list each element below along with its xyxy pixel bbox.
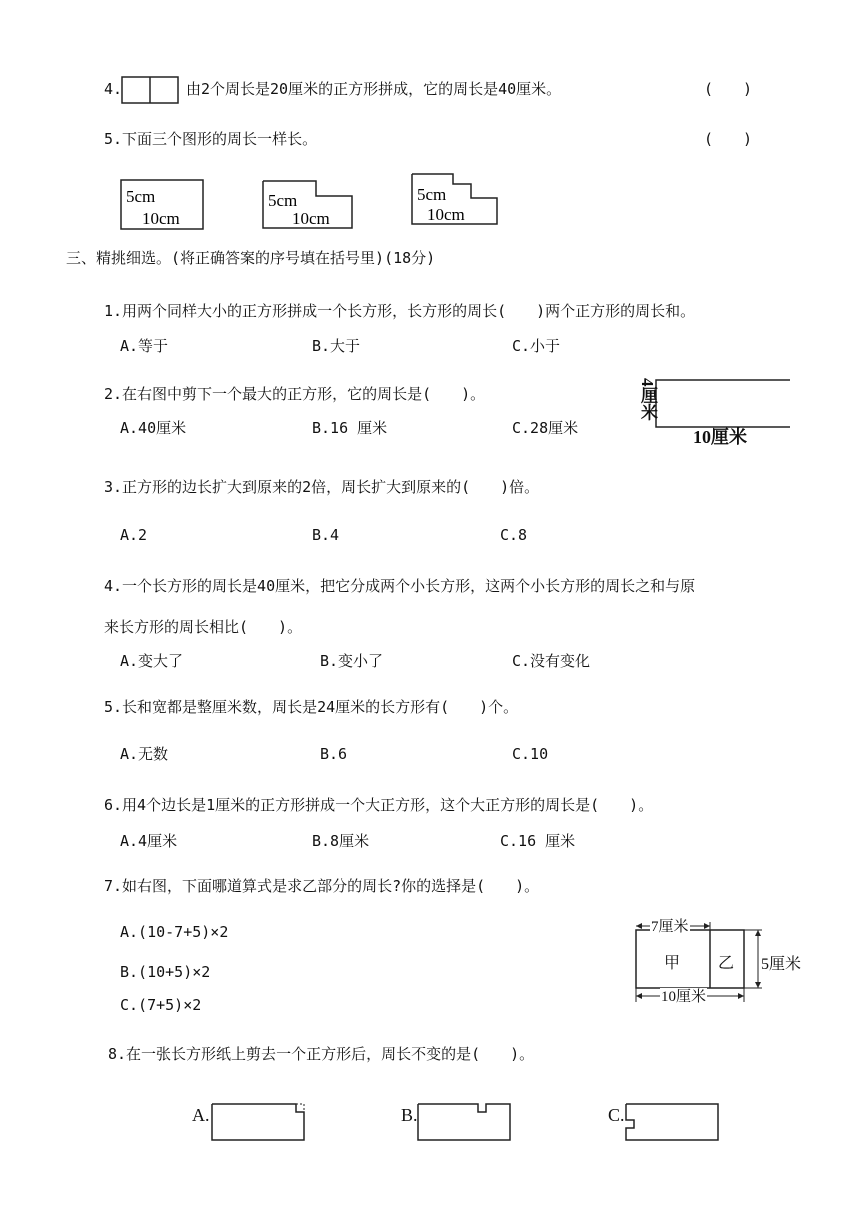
p3-q4-option-a[interactable]: A.变大了 [120,652,184,670]
shape2-bottom-label: 10cm [292,209,330,228]
p3-q4-option-c[interactable]: C.没有变化 [512,652,591,670]
p3-q4-text-line2: 来长方形的周长相比( )。 [104,618,303,636]
p3-q5-text: 5.长和宽都是整厘米数，周长是24厘米的长方形有( )个。 [104,698,519,716]
q4-number: 4. [104,80,123,98]
shape3-bottom-label: 10cm [427,205,465,224]
shape1-side-label: 5cm [126,187,156,206]
q2-bottom-label: 10厘米 [693,427,747,447]
p3-q5-option-a[interactable]: A.无数 [120,745,169,763]
q4-answer-paren[interactable]: ( ) [704,80,753,98]
q5-statement: 5.下面三个图形的周长一样长。 [104,130,318,148]
p3-q8-option-a[interactable]: A. [192,1105,210,1125]
p3-q7-option-b[interactable]: B.(10+5)×2 [120,963,211,981]
p3-q8-option-b[interactable]: B. [401,1105,418,1125]
q4-statement: 由2个周长是20厘米的正方形拼成，它的周长是40厘米。 [186,80,562,98]
p3-q2-option-a[interactable]: A.40厘米 [120,419,187,437]
two-squares-figure [121,76,181,106]
p3-q1-option-c[interactable]: C.小于 [512,337,561,355]
p3-q5-option-b[interactable]: B.6 [320,745,348,763]
q7-top-label: 7厘米 [651,919,689,935]
q7-part-jia: 甲 [664,955,681,972]
p3-q7-option-c[interactable]: C.(7+5)×2 [120,996,202,1014]
p3-q3-option-b[interactable]: B.4 [312,526,340,544]
q7-bottom-label: 10厘米 [661,989,707,1005]
p3-q7-text: 7.如右图，下面哪道算式是求乙部分的周长?你的选择是( )。 [104,877,540,895]
p3-q3-option-a[interactable]: A.2 [120,526,148,544]
shape2-side-label: 5cm [268,191,298,210]
p3-q1-option-b[interactable]: B.大于 [312,337,361,355]
p3-q2-option-c[interactable]: C.28厘米 [512,419,579,437]
p3-q2-option-b[interactable]: B.16 厘米 [312,419,388,437]
section-heading: 三、精挑细选。(将正确答案的序号填在括号里)(18分) [66,249,436,267]
shape-rectangle [120,178,206,232]
shape3-side-label: 5cm [417,185,447,204]
q5-answer-paren[interactable]: ( ) [704,130,753,148]
p3-q6-option-a[interactable]: A.4厘米 [120,832,178,850]
p3-q7-option-a[interactable]: A.(10-7+5)×2 [120,923,229,941]
q8-shape-a-corner-cut [210,1102,306,1142]
p3-q2-text: 2.在右图中剪下一个最大的正方形，它的周长是( )。 [104,385,486,403]
p3-q1-option-a[interactable]: A.等于 [120,337,169,355]
p3-q6-text: 6.用4个边长是1厘米的正方形拼成一个大正方形，这个大正方形的周长是( )。 [104,796,654,814]
q8-shape-b-edge-notch [416,1102,514,1142]
p3-q8-option-c[interactable]: C. [608,1105,625,1125]
p3-q1-text: 1.用两个同样大小的正方形拼成一个长方形，长方形的周长( )两个正方形的周长和。 [104,302,696,320]
p3-q8-text: 8.在一张长方形纸上剪去一个正方形后，周长不变的是( )。 [108,1045,535,1063]
p3-q3-option-c[interactable]: C.8 [500,526,528,544]
shape1-bottom-label: 10cm [142,209,180,228]
p3-q5-option-c[interactable]: C.10 [512,745,549,763]
q2-side-label: 4厘米 [638,378,657,421]
p3-q6-option-c[interactable]: C.16 厘米 [500,832,576,850]
p3-q4-option-b[interactable]: B.变小了 [320,652,384,670]
q7-part-yi: 乙 [718,955,735,972]
p3-q4-text-line1: 4.一个长方形的周长是40厘米，把它分成两个小长方形，这两个小长方形的周长之和与原 [104,577,696,595]
q8-shape-c-side-notch [624,1102,722,1142]
shape-one-step [262,176,356,232]
p3-q6-option-b[interactable]: B.8厘米 [312,832,370,850]
q7-right-label: 5厘米 [761,956,802,973]
p3-q3-text: 3.正方形的边长扩大到原来的2倍，周长扩大到原来的( )倍。 [104,478,540,496]
shape-two-steps [411,172,501,228]
